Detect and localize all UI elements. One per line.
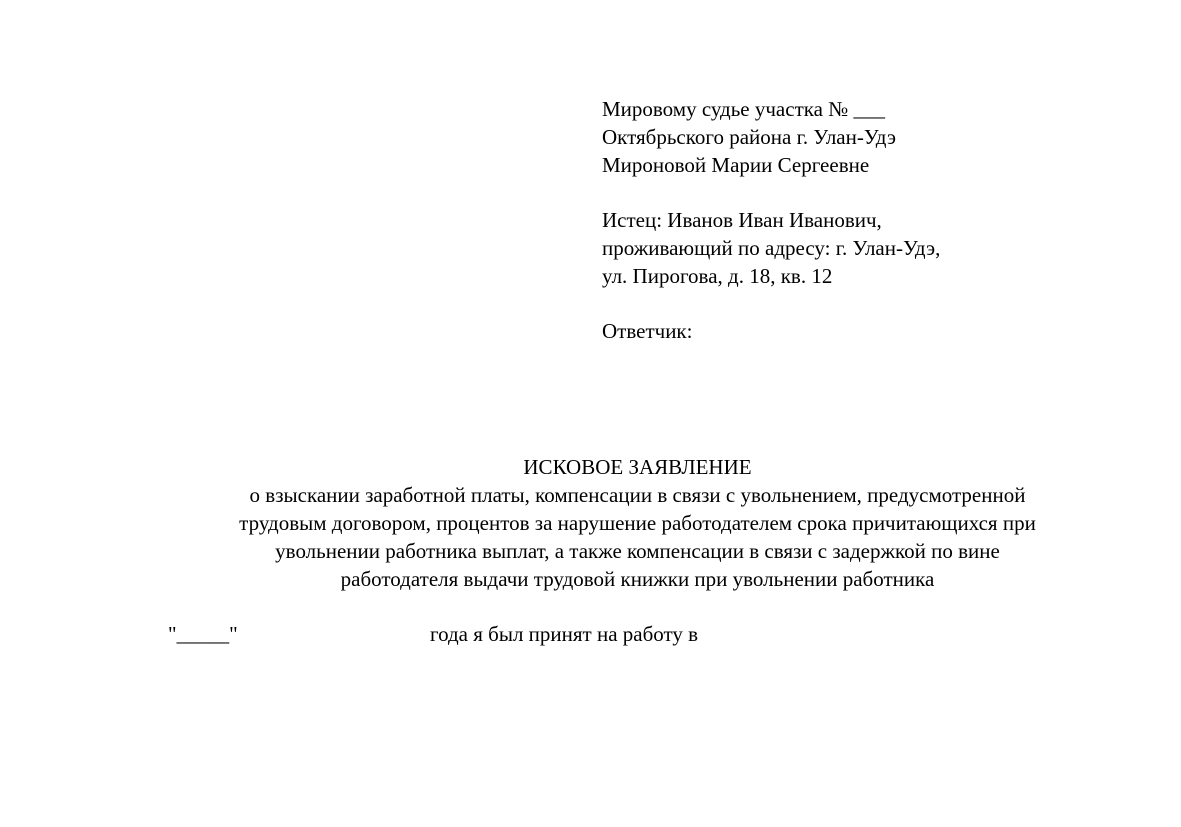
- claim-subtitle-line-3: увольнении работника выплат, а также компенсации в связи с задержкой по вине: [275, 539, 1000, 563]
- claim-subtitle-line-2: трудовым договором, процентов за нарушение работодателем срока причитающихся при: [239, 511, 1036, 535]
- body-first-line-text: года я был принят на работу в: [430, 622, 699, 646]
- body-date-placeholder: "_____": [168, 622, 238, 646]
- spacer: [602, 290, 1162, 317]
- plaintiff-line-1: Истец: Иванов Иван Иванович,: [602, 208, 882, 232]
- spacer: [602, 179, 1162, 206]
- plaintiff-line-3: ул. Пирогова, д. 18, кв. 12: [602, 264, 833, 288]
- claim-subtitle-line-4: работодателя выдачи трудовой книжки при увольнении работника: [340, 567, 935, 591]
- claim-subtitle-line-1: о взыскании заработной платы, компенсации в связи с увольнением, предусмотренной: [249, 483, 1026, 507]
- plaintiff-line-2: проживающий по адресу: г. Улан-Удэ,: [602, 236, 941, 260]
- judge-line-3: Мироновой Марии Сергеевне: [602, 153, 870, 177]
- claim-heading: ИСКОВОЕ ЗАЯВЛЕНИЕ: [523, 455, 752, 479]
- claim-title-block: [100, 453, 1175, 593]
- body-first-line-clipped: [168, 616, 1068, 646]
- addressee-block: [602, 95, 1162, 345]
- judge-line-2: Октябрьского района г. Улан-Удэ: [602, 125, 896, 149]
- judge-line-1: Мировому судье участка № ___: [602, 97, 885, 121]
- defendant-label: Ответчик:: [602, 319, 693, 343]
